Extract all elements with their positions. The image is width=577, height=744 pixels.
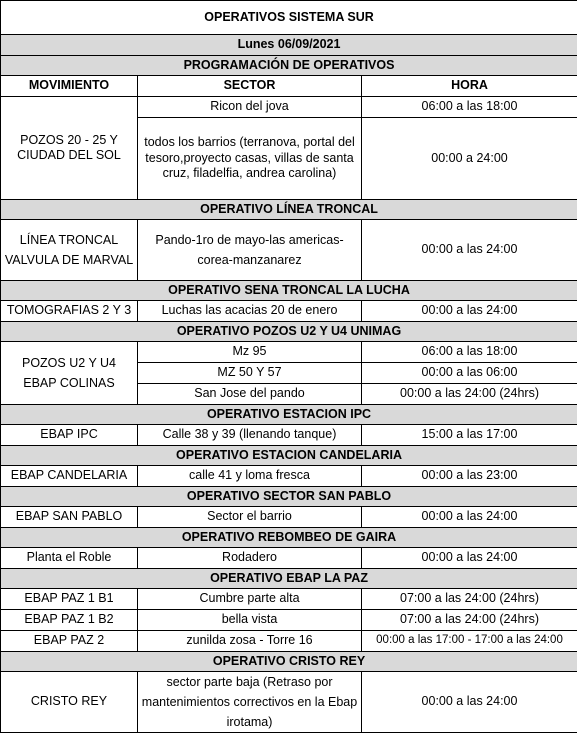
section-pozos-u2-u4: OPERATIVO POZOS U2 Y U4 UNIMAG <box>1 322 577 342</box>
movimiento-cell: POZOS 20 - 25 Y CIUDAD DEL SOL <box>1 97 138 200</box>
sector-cell: Ricon del jova <box>138 97 362 118</box>
hora-cell: 00:00 a las 23:00 <box>362 466 577 487</box>
sector-cell: sector parte baja (Retraso por mantenimientos correctivos en la Ebap irotama) <box>138 672 362 733</box>
hora-cell: 00:00 a las 24:00 <box>362 507 577 528</box>
column-header-sector: SECTOR <box>138 76 362 97</box>
hora-cell: 00:00 a las 06:00 <box>362 363 577 384</box>
movimiento-cell: EBAP PAZ 2 <box>1 631 138 652</box>
movimiento-cell: EBAP PAZ 1 B1 <box>1 589 138 610</box>
section-san-pablo: OPERATIVO SECTOR SAN PABLO <box>1 487 577 507</box>
sector-cell: bella vista <box>138 610 362 631</box>
column-header-hora: HORA <box>362 76 577 97</box>
sector-cell: Calle 38 y 39 (llenando tanque) <box>138 425 362 446</box>
section-linea-troncal: OPERATIVO LÍNEA TRONCAL <box>1 200 577 220</box>
movimiento-cell: EBAP CANDELARIA <box>1 466 138 487</box>
movimiento-cell: EBAP SAN PABLO <box>1 507 138 528</box>
hora-cell: 00:00 a las 24:00 <box>362 301 577 322</box>
section-programacion: PROGRAMACIÓN DE OPERATIVOS <box>1 56 577 76</box>
movimiento-cell: CRISTO REY <box>1 672 138 733</box>
section-ebap-la-paz: OPERATIVO EBAP LA PAZ <box>1 569 577 589</box>
sector-cell: Luchas las acacias 20 de enero <box>138 301 362 322</box>
sector-cell: todos los barrios (terranova, portal del tesoro,proyecto casas, villas de santa cruz, filadelfia, andrea carolina) <box>138 118 362 200</box>
sector-cell: Pando-1ro de mayo-las americas-corea-manzanarez <box>138 220 362 281</box>
date-header: Lunes 06/09/2021 <box>1 35 577 56</box>
section-estacion-ipc: OPERATIVO ESTACION IPC <box>1 405 577 425</box>
hora-cell: 07:00 a las 24:00 (24hrs) <box>362 610 577 631</box>
hora-cell: 07:00 a las 24:00 (24hrs) <box>362 589 577 610</box>
sector-cell: Rodadero <box>138 548 362 569</box>
sector-cell: calle 41 y loma fresca <box>138 466 362 487</box>
column-header-movimiento: MOVIMIENTO <box>1 76 138 97</box>
section-sena-troncal: OPERATIVO SENA TRONCAL LA LUCHA <box>1 281 577 301</box>
movimiento-cell: POZOS U2 Y U4 EBAP COLINAS <box>1 342 138 405</box>
hora-cell: 00:00 a las 17:00 - 17:00 a las 24:00 <box>362 631 577 652</box>
hora-cell: 15:00 a las 17:00 <box>362 425 577 446</box>
sector-cell: Cumbre parte alta <box>138 589 362 610</box>
movimiento-cell: LÍNEA TRONCAL VALVULA DE MARVAL <box>1 220 138 281</box>
hora-cell: 06:00 a las 18:00 <box>362 342 577 363</box>
movimiento-cell: EBAP IPC <box>1 425 138 446</box>
movimiento-cell: Planta el Roble <box>1 548 138 569</box>
sector-cell: Mz 95 <box>138 342 362 363</box>
hora-cell: 00:00 a las 24:00 <box>362 220 577 281</box>
hora-cell: 00:00 a las 24:00 (24hrs) <box>362 384 577 405</box>
hora-cell: 00:00 a 24:00 <box>362 118 577 200</box>
hora-cell: 00:00 a las 24:00 <box>362 548 577 569</box>
hora-cell: 00:00 a las 24:00 <box>362 672 577 733</box>
sector-cell: San Jose del pando <box>138 384 362 405</box>
movimiento-cell: EBAP PAZ 1 B2 <box>1 610 138 631</box>
section-cristo-rey: OPERATIVO CRISTO REY <box>1 652 577 672</box>
sheet-title: OPERATIVOS SISTEMA SUR <box>1 1 577 35</box>
movimiento-cell: TOMOGRAFIAS 2 Y 3 <box>1 301 138 322</box>
sector-cell: Sector el barrio <box>138 507 362 528</box>
sector-cell: zunilda zosa - Torre 16 <box>138 631 362 652</box>
section-estacion-candelaria: OPERATIVO ESTACION CANDELARIA <box>1 446 577 466</box>
section-rebombeo-gaira: OPERATIVO REBOMBEO DE GAIRA <box>1 528 577 548</box>
sector-cell: MZ 50 Y 57 <box>138 363 362 384</box>
hora-cell: 06:00 a las 18:00 <box>362 97 577 118</box>
